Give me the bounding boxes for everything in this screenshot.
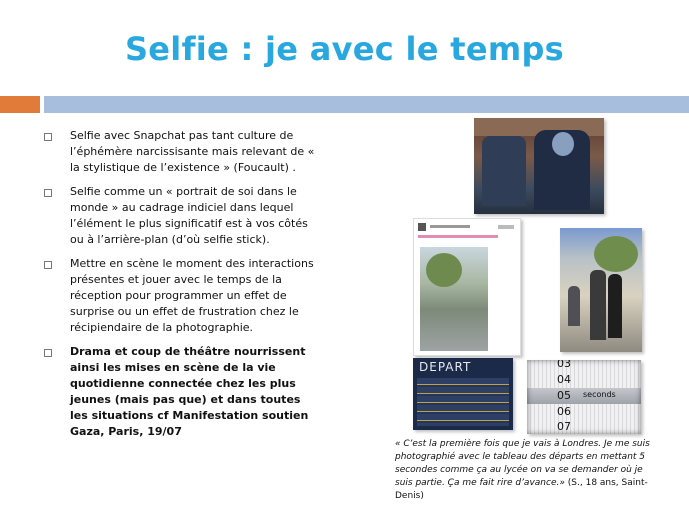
caption-source: (S., 18 ans, Saint-Denis) [395,478,648,501]
caption-quote: « C’est la première fois que je vais à Londres. Je me suis photographié avec le tableau des départs en mettant 5 secondes comme ça au lycée on va se demander où je suis partie. Ça me fait rire d’avance.» [395,439,650,488]
selfie-photo-street [474,118,604,214]
countdown-number: 07 [557,420,571,433]
countdown-timer-photo [527,360,641,434]
countdown-number: 04 [557,373,571,386]
bullet-item [44,128,319,176]
bullet-text: Selfie comme un « portrait de soi dans le monde » au cadrage indiciel dans lequel l’élément le plus significatif est à vos côtés ou à l’arrière-plan (d’où selfie stick). [70,185,308,246]
square-bullet-icon [44,349,52,357]
square-bullet-icon [44,261,52,269]
countdown-number: 05 [557,389,571,402]
accent-band-blue [44,96,689,113]
slide-title: Selfie : je avec le temps [124,30,565,68]
square-bullet-icon [44,133,52,141]
snapchat-screenshot [413,218,521,356]
countdown-unit: seconds [583,390,616,399]
bullet-item [44,344,319,440]
bullet-text: Drama et coup de théâtre nourrissent ainsi les mises en scène de la vie quotidienne connectée chez les plus jeunes (mais pas que) et dans toutes les situations cf Manifestation soutien Gaza, Paris, 19/07 [70,345,309,438]
photo-caption [395,438,660,503]
departures-board-photo [413,358,513,430]
square-bullet-icon [44,189,52,197]
departures-label: DEPART [419,360,472,374]
accent-band-orange [0,96,40,113]
bullet-item [44,256,319,336]
countdown-number: 06 [557,405,571,418]
countdown-number: 03 [557,360,571,370]
bullet-text: Mettre en scène le moment des interactions présentes et jouer avec le temps de la réception pour programmer un effet de surprise ou un effet de frustration chez le récipiendaire de la photographie. [70,257,314,334]
manifestation-photo [560,228,642,352]
bullet-item [44,184,319,248]
bullet-list [44,128,319,448]
bullet-text: Selfie avec Snapchat pas tant culture de l’éphémère narcissisante mais relevant de « la stylistique de l’existence » (Foucault) . [70,129,315,174]
